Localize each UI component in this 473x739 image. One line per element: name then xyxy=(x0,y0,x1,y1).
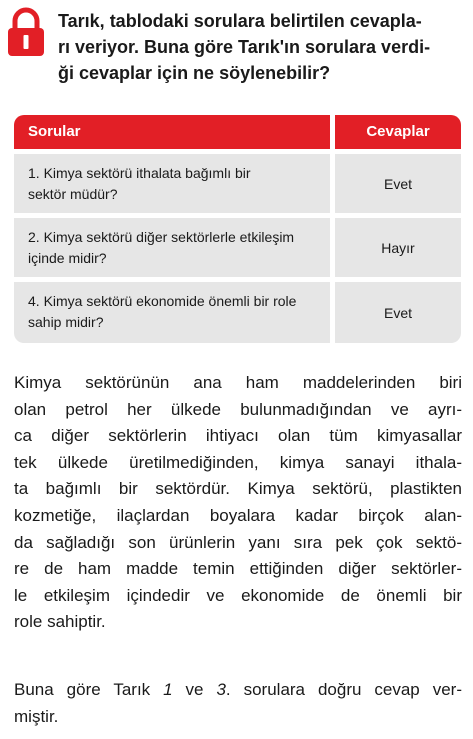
question-number: 3 xyxy=(216,680,226,699)
paragraph-line: kozmetiğe, ilaçlardan boyalara kadar birçok alan- xyxy=(14,505,462,525)
paragraph-line: ca diğer sektörlerin ihtiyacı olan tüm kimyasallar xyxy=(14,426,462,446)
paragraph-line: re de ham madde temin ettiğinden diğer sektörler- xyxy=(14,559,462,579)
question-text xyxy=(58,8,462,86)
padlock-icon xyxy=(6,6,46,58)
paragraph-line: Kimya sektörünün ana ham maddelerinden biri xyxy=(14,373,462,392)
question-cell-line: 2. Kimya sektörü diğer sektörlerle etkileşim xyxy=(28,229,295,245)
question-cell xyxy=(14,154,330,213)
question-cell-line: sahip midir? xyxy=(28,314,104,330)
question-line: rı veriyor. Buna göre Tarık'ın sorulara verdi- xyxy=(58,37,431,57)
question-number: 1 xyxy=(163,680,173,699)
conclusion-text: ve xyxy=(172,680,217,699)
paragraph-line: tek ülkede üretilmediğinden, kimya sanayi ithala- xyxy=(14,452,462,472)
conclusion-text: . sorulara doğru cevap ver- xyxy=(225,680,462,699)
question-cell-line: 1. Kimya sektörü ithalata bağımlı bir xyxy=(28,165,251,181)
answer-cell: Hayır xyxy=(335,218,461,277)
question-cell xyxy=(14,282,330,343)
header-answers: Cevaplar xyxy=(335,115,461,149)
questions-table xyxy=(14,115,461,343)
table-row xyxy=(14,218,461,277)
paragraph-line: da sağladığı son ürünlerin yanı sıra pek çok sektö- xyxy=(14,532,462,552)
paragraph-line: ta bağımlı bir sektördür. Kimya sektörü, plastikten xyxy=(14,479,462,499)
question-cell-line: içinde midir? xyxy=(28,250,107,266)
conclusion-line xyxy=(14,677,462,704)
explanation-paragraph xyxy=(14,370,462,636)
paragraph-line: le etkileşim içindedir ve ekonomide de önemli bir xyxy=(14,585,462,605)
answer-cell: Evet xyxy=(335,282,461,343)
question-cell-line: sektör müdür? xyxy=(28,186,118,202)
question-cell-line: 4. Kimya sektörü ekonomide önemli bir role xyxy=(28,293,297,309)
question-cell xyxy=(14,218,330,277)
answer-cell: Evet xyxy=(335,154,461,213)
table-header-row xyxy=(14,115,461,149)
table-row xyxy=(14,282,461,343)
table-row xyxy=(14,154,461,213)
conclusion-paragraph xyxy=(14,677,462,730)
paragraph-line: role sahiptir. xyxy=(14,612,106,632)
question-line: Tarık, tablodaki sorulara belirtilen cevapla- xyxy=(58,11,422,31)
paragraph-line: olan petrol her ülkede bulunmadığından ve ayrı- xyxy=(14,399,462,419)
question-line: ği cevaplar için ne söylenebilir? xyxy=(58,63,331,83)
conclusion-text: Buna göre Tarık xyxy=(14,680,164,699)
conclusion-line: miştir. xyxy=(14,706,59,726)
header-questions: Sorular xyxy=(14,115,330,149)
